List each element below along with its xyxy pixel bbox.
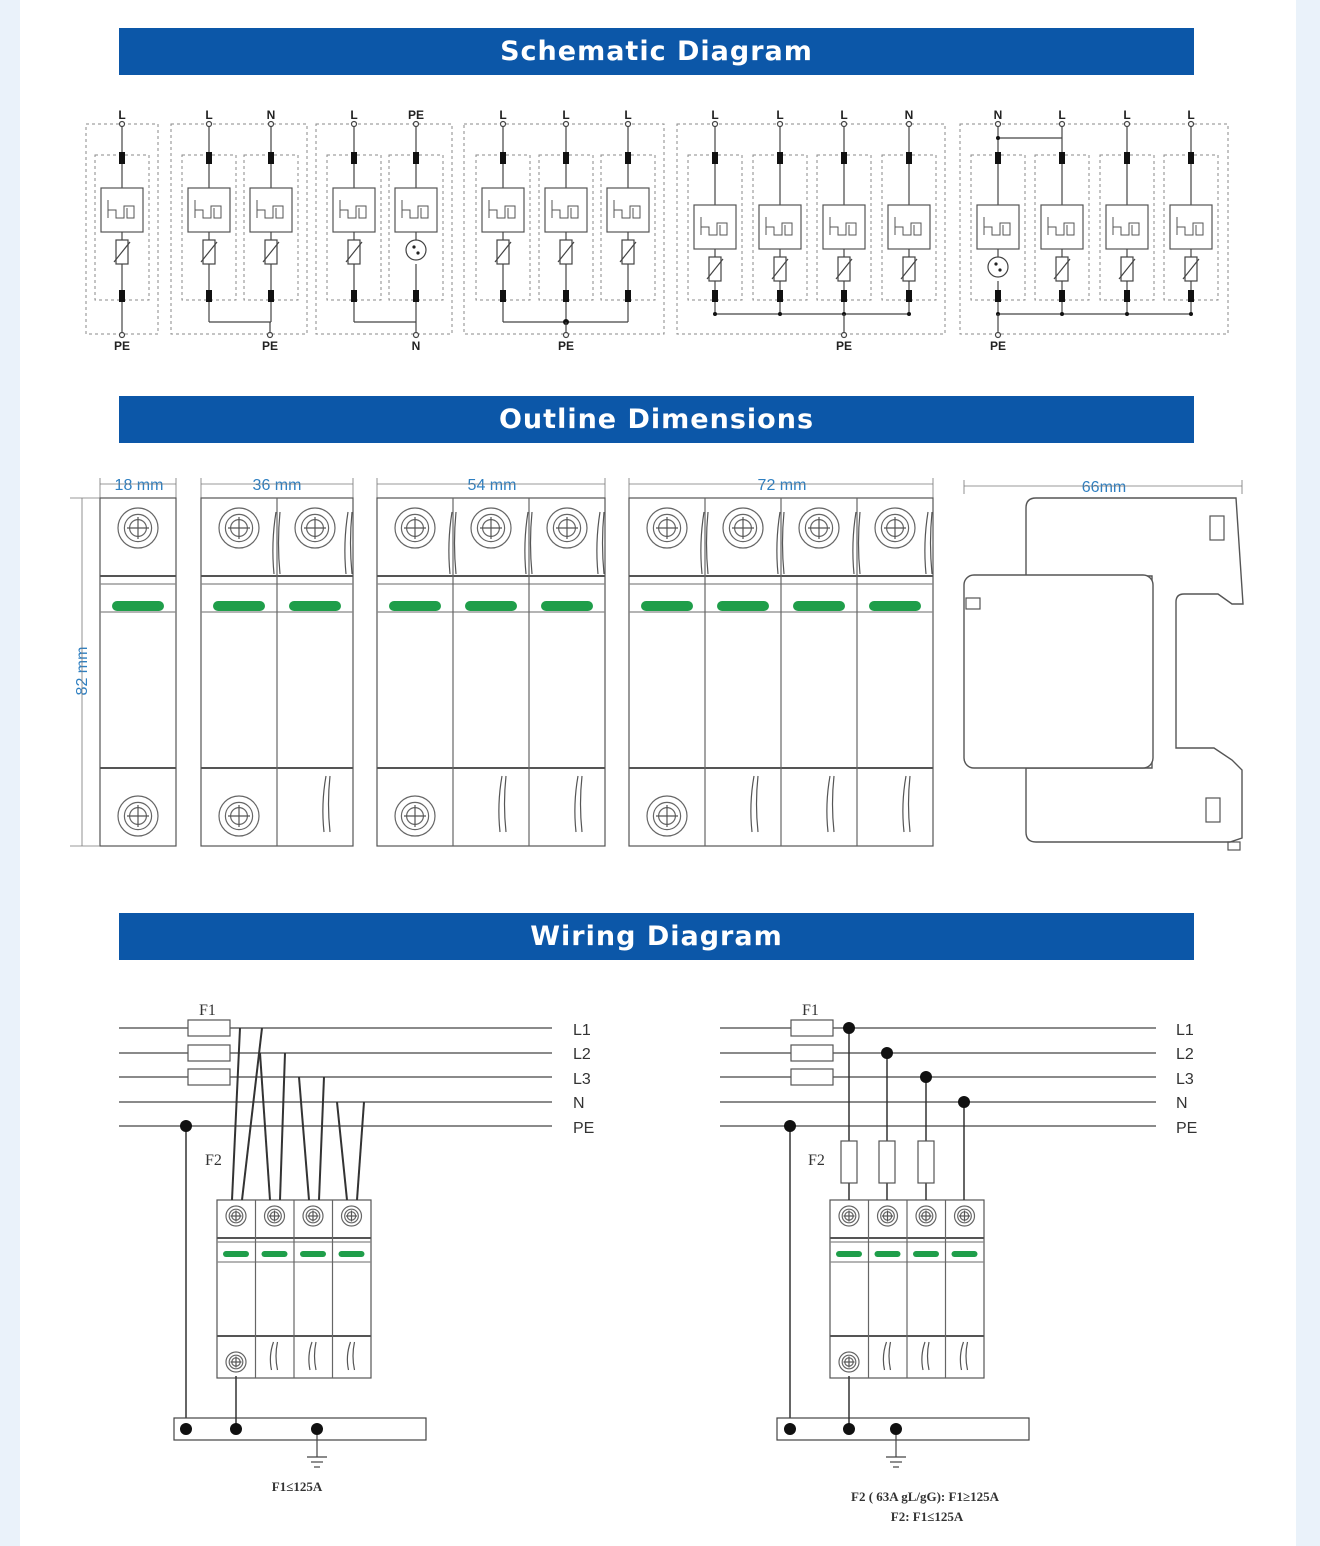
gdt-electrode (416, 251, 419, 254)
width-label-36mm: 36 mm (252, 477, 302, 494)
top-terminal-label: L (1123, 108, 1131, 122)
f1-fuse (791, 1020, 833, 1036)
left-line-n: N (573, 1095, 585, 1112)
fuse-element (206, 290, 212, 302)
left-wiring-diagram (119, 1020, 552, 1467)
module-body (377, 498, 605, 846)
top-terminal-label: N (993, 108, 1003, 122)
fuse-element (906, 152, 912, 164)
terminal-dot (120, 333, 125, 338)
top-terminal-label: L (118, 108, 126, 122)
depth-label-66mm: 66mm (1081, 479, 1127, 496)
terminal-dot (1189, 122, 1194, 127)
terminal-screw-icon (547, 508, 587, 548)
right-f1-label: F1 (802, 1002, 819, 1019)
spd-module-front (629, 478, 933, 846)
fuse-element (777, 290, 783, 302)
thermal-symbol (402, 200, 428, 218)
status-indicator-window (339, 1251, 365, 1257)
f1-fuse (188, 1020, 230, 1036)
top-terminal-label: L (776, 108, 784, 122)
side-front-cover (964, 575, 1153, 768)
status-indicator-window (112, 601, 164, 611)
thermal-module (395, 188, 437, 232)
right-f2-label: F2 (808, 1152, 825, 1169)
schematic-block (171, 108, 307, 353)
thermal-module (759, 205, 801, 249)
spd-module-front (100, 478, 176, 846)
thermal-module (888, 205, 930, 249)
fuse-element (268, 290, 274, 302)
right-line-l1: L1 (1176, 1022, 1194, 1039)
thermal-module (101, 188, 143, 232)
thermal-module (545, 188, 587, 232)
fuse-element (500, 290, 506, 302)
bottom-terminal-label: PE (989, 339, 1007, 353)
fuse-element (906, 290, 912, 302)
connection-wire (232, 1028, 240, 1200)
terminal-screw-icon (878, 1206, 898, 1226)
top-terminal-label: L (499, 108, 507, 122)
junction-dot (784, 1120, 796, 1132)
thermal-module (1170, 205, 1212, 249)
spd-module-side-view (964, 480, 1243, 850)
thermal-symbol (195, 200, 221, 218)
schematic-block (86, 108, 158, 353)
terminal-screw-icon (295, 508, 335, 548)
fuse-element (563, 152, 569, 164)
status-indicator-window (836, 1251, 862, 1257)
terminal-screw-icon (647, 796, 687, 836)
terminal-dot (842, 333, 847, 338)
fuse-element (1188, 290, 1194, 302)
top-terminal-label: L (840, 108, 848, 122)
spd-module-front (377, 478, 605, 846)
junction-dot (180, 1120, 192, 1132)
terminal-dot (414, 333, 419, 338)
fuse-element (841, 152, 847, 164)
junction-dot (996, 136, 1000, 140)
thermal-symbol (766, 217, 792, 235)
terminal-screw-icon (799, 508, 839, 548)
right-fuse-note-line1: F2 ( 63A gL/gG): F1≥125A (851, 1489, 999, 1504)
gas-discharge-tube (988, 257, 1008, 277)
status-indicator-window (262, 1251, 288, 1257)
fuse-element (1188, 152, 1194, 164)
outline-dimensions-drawing (70, 477, 1243, 850)
thermal-symbol (552, 200, 578, 218)
junction-dot (1060, 312, 1064, 316)
terminal-screw-icon (219, 796, 259, 836)
terminal-screw-icon (916, 1206, 936, 1226)
fuse-element (777, 152, 783, 164)
wiring-diagrams (119, 1002, 1197, 1524)
spd-4-pole-module (830, 1200, 984, 1378)
schematic-block (464, 108, 664, 353)
thermal-symbol (257, 200, 283, 218)
junction-dot (1189, 312, 1193, 316)
spd-4-pole-module (217, 1200, 371, 1378)
thermal-symbol (701, 217, 727, 235)
terminal-dot (269, 122, 274, 127)
left-f1-label: F1 (199, 1002, 216, 1019)
left-fuse-note: F1≤125A (271, 1479, 323, 1494)
status-indicator-window (289, 601, 341, 611)
left-line-l2: L2 (573, 1046, 591, 1063)
junction-dot (230, 1423, 242, 1435)
terminal-screw-icon (395, 508, 435, 548)
thermal-symbol (614, 200, 640, 218)
junction-dot (784, 1423, 796, 1435)
thermal-module (1106, 205, 1148, 249)
terminal-dot (713, 122, 718, 127)
f1-fuse (188, 1045, 230, 1061)
status-indicator-window (952, 1251, 978, 1257)
fuse-element (563, 290, 569, 302)
left-line-l1: L1 (573, 1022, 591, 1039)
terminal-screw-icon (955, 1206, 975, 1226)
f1-fuse (791, 1069, 833, 1085)
thermal-symbol (340, 200, 366, 218)
terminal-screw-icon (118, 508, 158, 548)
terminal-screw-icon (647, 508, 687, 548)
junction-dot (843, 1022, 855, 1034)
right-fuse-note-line2: F2: F1≤125A (890, 1509, 964, 1524)
terminal-screw-icon (875, 508, 915, 548)
fuse-element (712, 290, 718, 302)
terminal-dot (207, 122, 212, 127)
bottom-terminal-label: PE (261, 339, 279, 353)
bottom-terminal-label: PE (835, 339, 853, 353)
fuse-element (500, 152, 506, 164)
fuse-element (119, 290, 125, 302)
thermal-symbol (489, 200, 515, 218)
bottom-terminal-label: PE (113, 339, 131, 353)
fuse-element (1059, 290, 1065, 302)
thermal-module (1041, 205, 1083, 249)
status-indicator-window (389, 601, 441, 611)
outline-dimensions-title: Outline Dimensions (498, 404, 815, 435)
top-terminal-label: L (562, 108, 570, 122)
top-terminal-label: N (904, 108, 914, 122)
fuse-element (351, 152, 357, 164)
din-clip (1228, 842, 1240, 850)
status-indicator-window (717, 601, 769, 611)
fuse-element (625, 152, 631, 164)
terminal-screw-icon (265, 1206, 285, 1226)
terminal-dot (626, 122, 631, 127)
gdt-electrode (994, 262, 997, 265)
terminal-screw-icon (342, 1206, 362, 1226)
connection-wire (319, 1077, 324, 1200)
top-terminal-label: L (1187, 108, 1195, 122)
connection-wire (299, 1077, 309, 1200)
f1-fuse (188, 1069, 230, 1085)
terminal-screw-icon (839, 1352, 859, 1372)
status-indicator-window (300, 1251, 326, 1257)
terminal-screw-icon (226, 1352, 246, 1372)
thermal-module (333, 188, 375, 232)
junction-dot (180, 1423, 192, 1435)
fuse-element (712, 152, 718, 164)
terminal-screw-icon (219, 508, 259, 548)
module-body (100, 498, 176, 846)
right-line-pe: PE (1176, 1120, 1198, 1137)
status-indicator-window (869, 601, 921, 611)
terminal-dot (414, 122, 419, 127)
fuse-element (413, 290, 419, 302)
terminal-dot (501, 122, 506, 127)
right-line-n: N (1176, 1095, 1188, 1112)
left-f2-label: F2 (205, 1152, 222, 1169)
junction-dot (843, 1423, 855, 1435)
junction-dot (713, 312, 717, 316)
status-indicator-window (913, 1251, 939, 1257)
top-terminal-label: N (266, 108, 276, 122)
terminal-screw-icon (303, 1206, 323, 1226)
terminal-dot (1125, 122, 1130, 127)
connection-wire (357, 1102, 364, 1200)
earth-bar (777, 1418, 1029, 1440)
status-indicator-window (213, 601, 265, 611)
terminal-screw-icon (471, 508, 511, 548)
schematic-diagrams (86, 108, 1228, 353)
top-terminal-label: L (624, 108, 632, 122)
earth-bar (174, 1418, 426, 1440)
junction-dot (958, 1096, 970, 1108)
fuse-element (413, 152, 419, 164)
width-label-18mm: 18 mm (114, 477, 164, 494)
schematic-diagram-title: Schematic Diagram (500, 36, 813, 67)
status-indicator-window (541, 601, 593, 611)
terminal-dot (268, 333, 273, 338)
left-line-pe: PE (573, 1120, 595, 1137)
top-terminal-label: L (205, 108, 213, 122)
status-indicator-window (793, 601, 845, 611)
right-line-l2: L2 (1176, 1046, 1194, 1063)
fuse-element (119, 152, 125, 164)
right-line-l3: L3 (1176, 1071, 1194, 1088)
fuse-element (1124, 152, 1130, 164)
fuse-element (841, 290, 847, 302)
left-line-l3: L3 (573, 1071, 591, 1088)
width-label-72mm: 72 mm (757, 477, 807, 494)
width-label-54mm: 54 mm (467, 477, 517, 494)
thermal-symbol (1177, 217, 1203, 235)
terminal-dot (352, 122, 357, 127)
right-wiring-diagram (720, 1020, 1156, 1467)
junction-dot (920, 1071, 932, 1083)
spd-module-front (201, 478, 353, 846)
connection-wire (337, 1102, 347, 1200)
top-terminal-label: L (711, 108, 719, 122)
fuse-element (995, 152, 1001, 164)
terminal-dot (564, 122, 569, 127)
fuse-element (1059, 152, 1065, 164)
terminal-dot (996, 333, 1001, 338)
terminal-screw-icon (395, 796, 435, 836)
terminal-dot (564, 333, 569, 338)
fuse-element (268, 152, 274, 164)
f1-fuse (791, 1045, 833, 1061)
f2-fuse (918, 1141, 934, 1183)
thermal-symbol (895, 217, 921, 235)
thermal-symbol (1113, 217, 1139, 235)
wiring-diagram-title: Wiring Diagram (530, 921, 783, 952)
thermal-symbol (1048, 217, 1074, 235)
terminal-screw-icon (226, 1206, 246, 1226)
thermal-module (250, 188, 292, 232)
junction-dot (311, 1423, 323, 1435)
schematic-block (677, 108, 945, 353)
top-terminal-label: PE (407, 108, 425, 122)
terminal-screw-icon (839, 1206, 859, 1226)
terminal-screw-icon (723, 508, 763, 548)
terminal-dot (778, 122, 783, 127)
gdt-electrode (998, 268, 1001, 271)
junction-dot (778, 312, 782, 316)
thermal-symbol (108, 200, 134, 218)
thermal-symbol (984, 217, 1010, 235)
thermal-module (694, 205, 736, 249)
thermal-module (607, 188, 649, 232)
junction-dot (881, 1047, 893, 1059)
connection-wire (242, 1028, 262, 1200)
top-terminal-label: L (350, 108, 358, 122)
thermal-module (482, 188, 524, 232)
terminal-dot (842, 122, 847, 127)
status-indicator-window (875, 1251, 901, 1257)
gdt-electrode (412, 245, 415, 248)
terminal-dot (996, 122, 1001, 127)
schematic-block (960, 108, 1228, 353)
status-indicator-window (465, 601, 517, 611)
thermal-module (823, 205, 865, 249)
f2-fuse (879, 1141, 895, 1183)
top-terminal-label: L (1058, 108, 1066, 122)
bottom-terminal-label: N (411, 339, 421, 353)
f2-fuse (841, 1141, 857, 1183)
junction-dot (890, 1423, 902, 1435)
fuse-element (206, 152, 212, 164)
junction-dot (1125, 312, 1129, 316)
bottom-terminal-label: PE (557, 339, 575, 353)
schematic-block (316, 108, 452, 353)
junction-dot (907, 312, 911, 316)
fuse-element (625, 290, 631, 302)
fuse-element (995, 290, 1001, 302)
status-indicator-window (223, 1251, 249, 1257)
thermal-module (188, 188, 230, 232)
fuse-element (351, 290, 357, 302)
status-indicator-window (641, 601, 693, 611)
terminal-dot (1060, 122, 1065, 127)
height-label-82mm: 82 mm (74, 646, 91, 696)
gas-discharge-tube (406, 240, 426, 260)
terminal-screw-icon (118, 796, 158, 836)
terminal-dot (120, 122, 125, 127)
thermal-symbol (830, 217, 856, 235)
fuse-element (1124, 290, 1130, 302)
terminal-dot (907, 122, 912, 127)
thermal-module (977, 205, 1019, 249)
